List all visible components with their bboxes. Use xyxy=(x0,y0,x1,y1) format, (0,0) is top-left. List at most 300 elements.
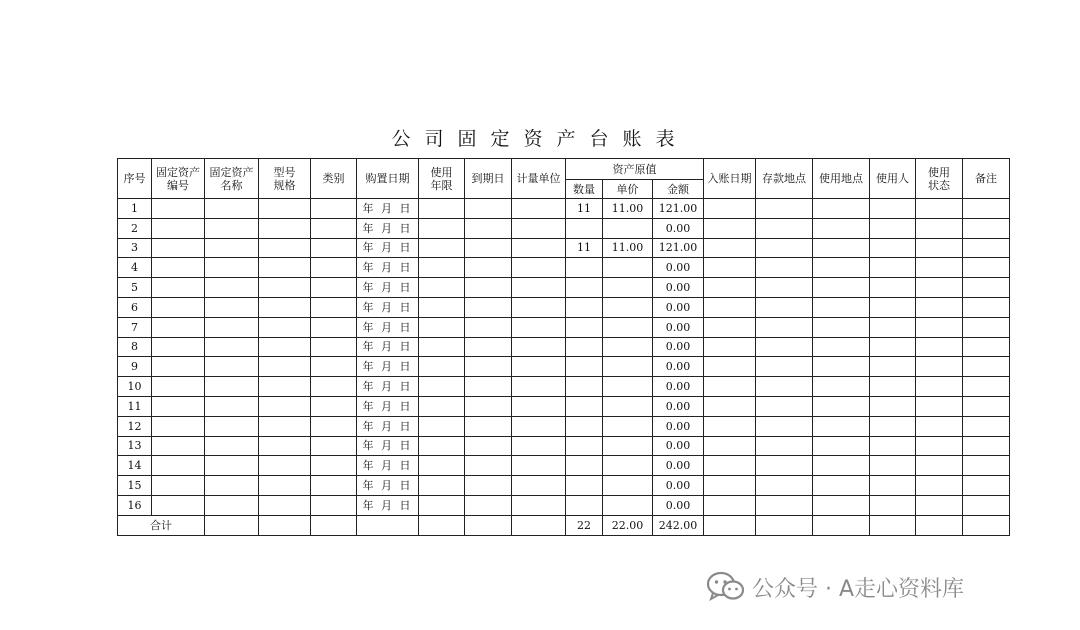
header-unit-price: 单价 xyxy=(603,180,653,199)
header-asset-name: 固定资产 名称 xyxy=(205,159,259,199)
table-row xyxy=(118,377,1010,397)
cell-purchase-date: 年 月 日 xyxy=(357,416,419,436)
cell-use-location xyxy=(813,218,870,238)
page-title: 公司固定资产台账表 xyxy=(391,128,689,150)
cell-remarks xyxy=(963,436,1010,456)
cell-unit-price xyxy=(603,337,653,357)
cell-expiry xyxy=(465,297,512,317)
cell-expiry xyxy=(465,436,512,456)
cell-remarks xyxy=(963,456,1010,476)
cell-category xyxy=(311,317,357,337)
cell-category xyxy=(311,278,357,298)
cell-entry-date xyxy=(704,317,756,337)
cell-expiry xyxy=(465,396,512,416)
cell-category xyxy=(311,199,357,219)
cell-asset-no xyxy=(152,278,205,298)
table-row xyxy=(118,297,1010,317)
cell-expiry xyxy=(465,377,512,397)
cell-expiry xyxy=(465,456,512,476)
table-row xyxy=(118,476,1010,496)
cell-purchase-date: 年 月 日 xyxy=(357,278,419,298)
cell-storage xyxy=(756,436,813,456)
header-asset-no: 固定资产 编号 xyxy=(152,159,205,199)
cell-asset-name xyxy=(205,258,259,278)
cell-asset-name xyxy=(205,199,259,219)
cell-seq: 9 xyxy=(118,357,152,377)
cell-model xyxy=(259,297,311,317)
cell-unit xyxy=(512,476,566,496)
cell-use-location xyxy=(813,317,870,337)
cell-remarks xyxy=(963,317,1010,337)
cell-seq: 2 xyxy=(118,218,152,238)
cell-useful-life xyxy=(419,416,465,436)
watermark-text: 公众号 · A走心资料库 xyxy=(752,576,965,602)
cell-remarks xyxy=(963,476,1010,496)
header-amount: 金额 xyxy=(653,180,704,199)
cell-seq: 1 xyxy=(118,199,152,219)
header-storage: 存款地点 xyxy=(756,159,813,199)
cell-model xyxy=(259,258,311,278)
cell-purchase-date: 年 月 日 xyxy=(357,357,419,377)
cell-seq: 3 xyxy=(118,238,152,258)
cell-qty xyxy=(566,416,603,436)
cell-use-location xyxy=(813,278,870,298)
cell-status xyxy=(916,337,963,357)
cell-qty xyxy=(566,357,603,377)
cell-empty xyxy=(813,515,870,535)
cell-use-location xyxy=(813,357,870,377)
header-user: 使用人 xyxy=(870,159,916,199)
cell-useful-life xyxy=(419,317,465,337)
cell-purchase-date: 年 月 日 xyxy=(357,495,419,515)
cell-category xyxy=(311,297,357,317)
cell-model xyxy=(259,278,311,298)
table-row xyxy=(118,456,1010,476)
cell-use-location xyxy=(813,297,870,317)
table-row xyxy=(118,337,1010,357)
cell-expiry xyxy=(465,199,512,219)
cell-unit xyxy=(512,416,566,436)
header-expiry: 到期日 xyxy=(465,159,512,199)
cell-purchase-date: 年 月 日 xyxy=(357,377,419,397)
cell-amount: 0.00 xyxy=(653,297,704,317)
cell-seq: 15 xyxy=(118,476,152,496)
cell-unit-price xyxy=(603,476,653,496)
cell-asset-name xyxy=(205,396,259,416)
cell-seq: 6 xyxy=(118,297,152,317)
cell-empty xyxy=(465,515,512,535)
cell-asset-no xyxy=(152,258,205,278)
cell-storage xyxy=(756,377,813,397)
cell-expiry xyxy=(465,278,512,298)
cell-use-location xyxy=(813,456,870,476)
cell-seq: 13 xyxy=(118,436,152,456)
cell-entry-date xyxy=(704,377,756,397)
cell-user xyxy=(870,495,916,515)
cell-status xyxy=(916,396,963,416)
cell-seq: 4 xyxy=(118,258,152,278)
cell-status xyxy=(916,199,963,219)
table-row xyxy=(118,495,1010,515)
cell-unit xyxy=(512,238,566,258)
cell-model xyxy=(259,436,311,456)
cell-unit-price xyxy=(603,456,653,476)
cell-category xyxy=(311,396,357,416)
cell-asset-no xyxy=(152,456,205,476)
cell-remarks xyxy=(963,337,1010,357)
cell-amount: 0.00 xyxy=(653,357,704,377)
cell-unit-price xyxy=(603,357,653,377)
wechat-icon xyxy=(706,571,746,603)
table-row xyxy=(118,357,1010,377)
cell-status xyxy=(916,278,963,298)
cell-asset-name xyxy=(205,357,259,377)
cell-unit xyxy=(512,218,566,238)
cell-purchase-date: 年 月 日 xyxy=(357,337,419,357)
cell-amount: 0.00 xyxy=(653,218,704,238)
cell-purchase-date: 年 月 日 xyxy=(357,436,419,456)
cell-seq: 11 xyxy=(118,396,152,416)
cell-user xyxy=(870,357,916,377)
cell-purchase-date: 年 月 日 xyxy=(357,396,419,416)
cell-asset-no xyxy=(152,238,205,258)
cell-useful-life xyxy=(419,199,465,219)
cell-purchase-date: 年 月 日 xyxy=(357,199,419,219)
cell-model xyxy=(259,456,311,476)
cell-status xyxy=(916,377,963,397)
cell-remarks xyxy=(963,297,1010,317)
header-useful-life: 使用 年限 xyxy=(419,159,465,199)
cell-useful-life xyxy=(419,377,465,397)
cell-qty xyxy=(566,337,603,357)
cell-unit xyxy=(512,278,566,298)
cell-qty xyxy=(566,456,603,476)
cell-empty xyxy=(205,515,259,535)
cell-status xyxy=(916,456,963,476)
table-row xyxy=(118,396,1010,416)
cell-amount: 121.00 xyxy=(653,199,704,219)
cell-seq: 7 xyxy=(118,317,152,337)
header-remarks: 备注 xyxy=(963,159,1010,199)
cell-unit-price xyxy=(603,396,653,416)
cell-qty xyxy=(566,218,603,238)
cell-asset-no xyxy=(152,199,205,219)
cell-status xyxy=(916,297,963,317)
cell-unit xyxy=(512,317,566,337)
table-row xyxy=(118,317,1010,337)
cell-useful-life xyxy=(419,238,465,258)
cell-unit-price xyxy=(603,278,653,298)
cell-user xyxy=(870,436,916,456)
table-row xyxy=(118,218,1010,238)
cell-category xyxy=(311,436,357,456)
cell-status xyxy=(916,476,963,496)
cell-qty xyxy=(566,297,603,317)
cell-status xyxy=(916,317,963,337)
cell-model xyxy=(259,317,311,337)
cell-remarks xyxy=(963,278,1010,298)
header-unit: 计量单位 xyxy=(512,159,566,199)
cell-amount: 0.00 xyxy=(653,436,704,456)
cell-remarks xyxy=(963,416,1010,436)
cell-unit xyxy=(512,456,566,476)
cell-unit xyxy=(512,495,566,515)
cell-qty xyxy=(566,377,603,397)
cell-expiry xyxy=(465,495,512,515)
cell-amount: 0.00 xyxy=(653,495,704,515)
cell-entry-date xyxy=(704,476,756,496)
cell-user xyxy=(870,297,916,317)
cell-category xyxy=(311,495,357,515)
cell-use-location xyxy=(813,416,870,436)
header-purchase-date: 购置日期 xyxy=(357,159,419,199)
cell-asset-name xyxy=(205,416,259,436)
header-use-location: 使用地点 xyxy=(813,159,870,199)
cell-status xyxy=(916,218,963,238)
table-row xyxy=(118,416,1010,436)
cell-storage xyxy=(756,297,813,317)
cell-unit xyxy=(512,258,566,278)
cell-status xyxy=(916,238,963,258)
cell-useful-life xyxy=(419,476,465,496)
cell-remarks xyxy=(963,495,1010,515)
cell-expiry xyxy=(465,416,512,436)
cell-useful-life xyxy=(419,258,465,278)
cell-category xyxy=(311,476,357,496)
cell-entry-date xyxy=(704,337,756,357)
cell-useful-life xyxy=(419,357,465,377)
cell-user xyxy=(870,416,916,436)
cell-unit-price: 11.00 xyxy=(603,238,653,258)
cell-remarks xyxy=(963,357,1010,377)
cell-asset-no xyxy=(152,337,205,357)
cell-empty xyxy=(419,515,465,535)
cell-purchase-date: 年 月 日 xyxy=(357,456,419,476)
cell-seq: 14 xyxy=(118,456,152,476)
cell-model xyxy=(259,199,311,219)
cell-qty xyxy=(566,476,603,496)
cell-asset-no xyxy=(152,297,205,317)
cell-storage xyxy=(756,495,813,515)
header-entry-date: 入账日期 xyxy=(704,159,756,199)
cell-user xyxy=(870,476,916,496)
cell-empty xyxy=(512,515,566,535)
cell-user xyxy=(870,337,916,357)
cell-user xyxy=(870,456,916,476)
cell-user xyxy=(870,258,916,278)
cell-entry-date xyxy=(704,199,756,219)
cell-category xyxy=(311,456,357,476)
cell-category xyxy=(311,218,357,238)
cell-qty xyxy=(566,317,603,337)
cell-storage xyxy=(756,476,813,496)
cell-expiry xyxy=(465,357,512,377)
cell-empty xyxy=(259,515,311,535)
cell-empty xyxy=(870,515,916,535)
cell-storage xyxy=(756,396,813,416)
cell-remarks xyxy=(963,258,1010,278)
cell-seq: 5 xyxy=(118,278,152,298)
cell-qty xyxy=(566,396,603,416)
cell-unit xyxy=(512,436,566,456)
cell-user xyxy=(870,238,916,258)
cell-entry-date xyxy=(704,218,756,238)
cell-use-location xyxy=(813,495,870,515)
cell-amount: 0.00 xyxy=(653,377,704,397)
cell-asset-name xyxy=(205,218,259,238)
header-original-value: 资产原值 xyxy=(566,159,704,180)
asset-ledger-table xyxy=(117,158,1010,536)
cell-purchase-date: 年 月 日 xyxy=(357,476,419,496)
total-qty: 22 xyxy=(566,515,603,535)
cell-remarks xyxy=(963,377,1010,397)
cell-seq: 10 xyxy=(118,377,152,397)
cell-seq: 12 xyxy=(118,416,152,436)
cell-amount: 0.00 xyxy=(653,476,704,496)
cell-purchase-date: 年 月 日 xyxy=(357,218,419,238)
cell-entry-date xyxy=(704,456,756,476)
cell-qty: 11 xyxy=(566,199,603,219)
cell-amount: 0.00 xyxy=(653,317,704,337)
cell-expiry xyxy=(465,238,512,258)
cell-asset-no xyxy=(152,476,205,496)
cell-asset-no xyxy=(152,357,205,377)
cell-status xyxy=(916,357,963,377)
cell-useful-life xyxy=(419,337,465,357)
cell-asset-no xyxy=(152,317,205,337)
cell-seq: 8 xyxy=(118,337,152,357)
cell-user xyxy=(870,317,916,337)
cell-asset-no xyxy=(152,416,205,436)
cell-user xyxy=(870,377,916,397)
cell-qty xyxy=(566,278,603,298)
cell-status xyxy=(916,436,963,456)
cell-qty xyxy=(566,258,603,278)
cell-entry-date xyxy=(704,258,756,278)
cell-entry-date xyxy=(704,495,756,515)
total-label: 合计 xyxy=(118,515,205,535)
cell-remarks xyxy=(963,199,1010,219)
cell-asset-no xyxy=(152,396,205,416)
cell-category xyxy=(311,238,357,258)
cell-expiry xyxy=(465,218,512,238)
cell-qty: 11 xyxy=(566,238,603,258)
cell-unit xyxy=(512,297,566,317)
cell-user xyxy=(870,396,916,416)
cell-model xyxy=(259,377,311,397)
cell-use-location xyxy=(813,476,870,496)
cell-storage xyxy=(756,238,813,258)
cell-entry-date xyxy=(704,396,756,416)
cell-category xyxy=(311,377,357,397)
cell-entry-date xyxy=(704,436,756,456)
cell-useful-life xyxy=(419,495,465,515)
cell-expiry xyxy=(465,337,512,357)
cell-category xyxy=(311,258,357,278)
cell-entry-date xyxy=(704,278,756,298)
cell-useful-life xyxy=(419,436,465,456)
cell-asset-no xyxy=(152,495,205,515)
total-amount: 242.00 xyxy=(653,515,704,535)
cell-model xyxy=(259,218,311,238)
cell-asset-no xyxy=(152,377,205,397)
cell-use-location xyxy=(813,238,870,258)
cell-amount: 0.00 xyxy=(653,416,704,436)
cell-unit-price xyxy=(603,377,653,397)
cell-useful-life xyxy=(419,218,465,238)
cell-asset-name xyxy=(205,337,259,357)
cell-useful-life xyxy=(419,297,465,317)
cell-amount: 0.00 xyxy=(653,456,704,476)
cell-remarks xyxy=(963,238,1010,258)
cell-model xyxy=(259,396,311,416)
cell-asset-name xyxy=(205,476,259,496)
cell-storage xyxy=(756,337,813,357)
header-status: 使用 状态 xyxy=(916,159,963,199)
cell-entry-date xyxy=(704,357,756,377)
cell-remarks xyxy=(963,218,1010,238)
cell-empty xyxy=(357,515,419,535)
cell-unit xyxy=(512,396,566,416)
cell-amount: 0.00 xyxy=(653,337,704,357)
table-row xyxy=(118,199,1010,219)
cell-status xyxy=(916,495,963,515)
cell-entry-date xyxy=(704,297,756,317)
cell-unit-price: 11.00 xyxy=(603,199,653,219)
total-row xyxy=(118,515,1010,535)
cell-storage xyxy=(756,456,813,476)
header-qty: 数量 xyxy=(566,180,603,199)
cell-use-location xyxy=(813,377,870,397)
cell-storage xyxy=(756,317,813,337)
watermark xyxy=(706,570,964,604)
cell-use-location xyxy=(813,337,870,357)
cell-asset-no xyxy=(152,436,205,456)
cell-storage xyxy=(756,258,813,278)
cell-purchase-date: 年 月 日 xyxy=(357,297,419,317)
cell-empty xyxy=(704,515,756,535)
cell-purchase-date: 年 月 日 xyxy=(357,258,419,278)
cell-qty xyxy=(566,436,603,456)
cell-purchase-date: 年 月 日 xyxy=(357,238,419,258)
cell-asset-name xyxy=(205,238,259,258)
table-row xyxy=(118,436,1010,456)
cell-useful-life xyxy=(419,396,465,416)
cell-storage xyxy=(756,199,813,219)
cell-unit-price xyxy=(603,436,653,456)
cell-user xyxy=(870,199,916,219)
table-row xyxy=(118,238,1010,258)
cell-use-location xyxy=(813,436,870,456)
cell-asset-name xyxy=(205,317,259,337)
cell-unit-price xyxy=(603,258,653,278)
cell-category xyxy=(311,337,357,357)
total-unit-price: 22.00 xyxy=(603,515,653,535)
table-row xyxy=(118,258,1010,278)
table-row xyxy=(118,278,1010,298)
cell-category xyxy=(311,416,357,436)
cell-use-location xyxy=(813,199,870,219)
cell-entry-date xyxy=(704,416,756,436)
cell-unit-price xyxy=(603,297,653,317)
cell-unit-price xyxy=(603,495,653,515)
cell-amount: 0.00 xyxy=(653,396,704,416)
cell-asset-name xyxy=(205,278,259,298)
cell-asset-name xyxy=(205,495,259,515)
cell-asset-name xyxy=(205,456,259,476)
cell-expiry xyxy=(465,258,512,278)
cell-status xyxy=(916,416,963,436)
